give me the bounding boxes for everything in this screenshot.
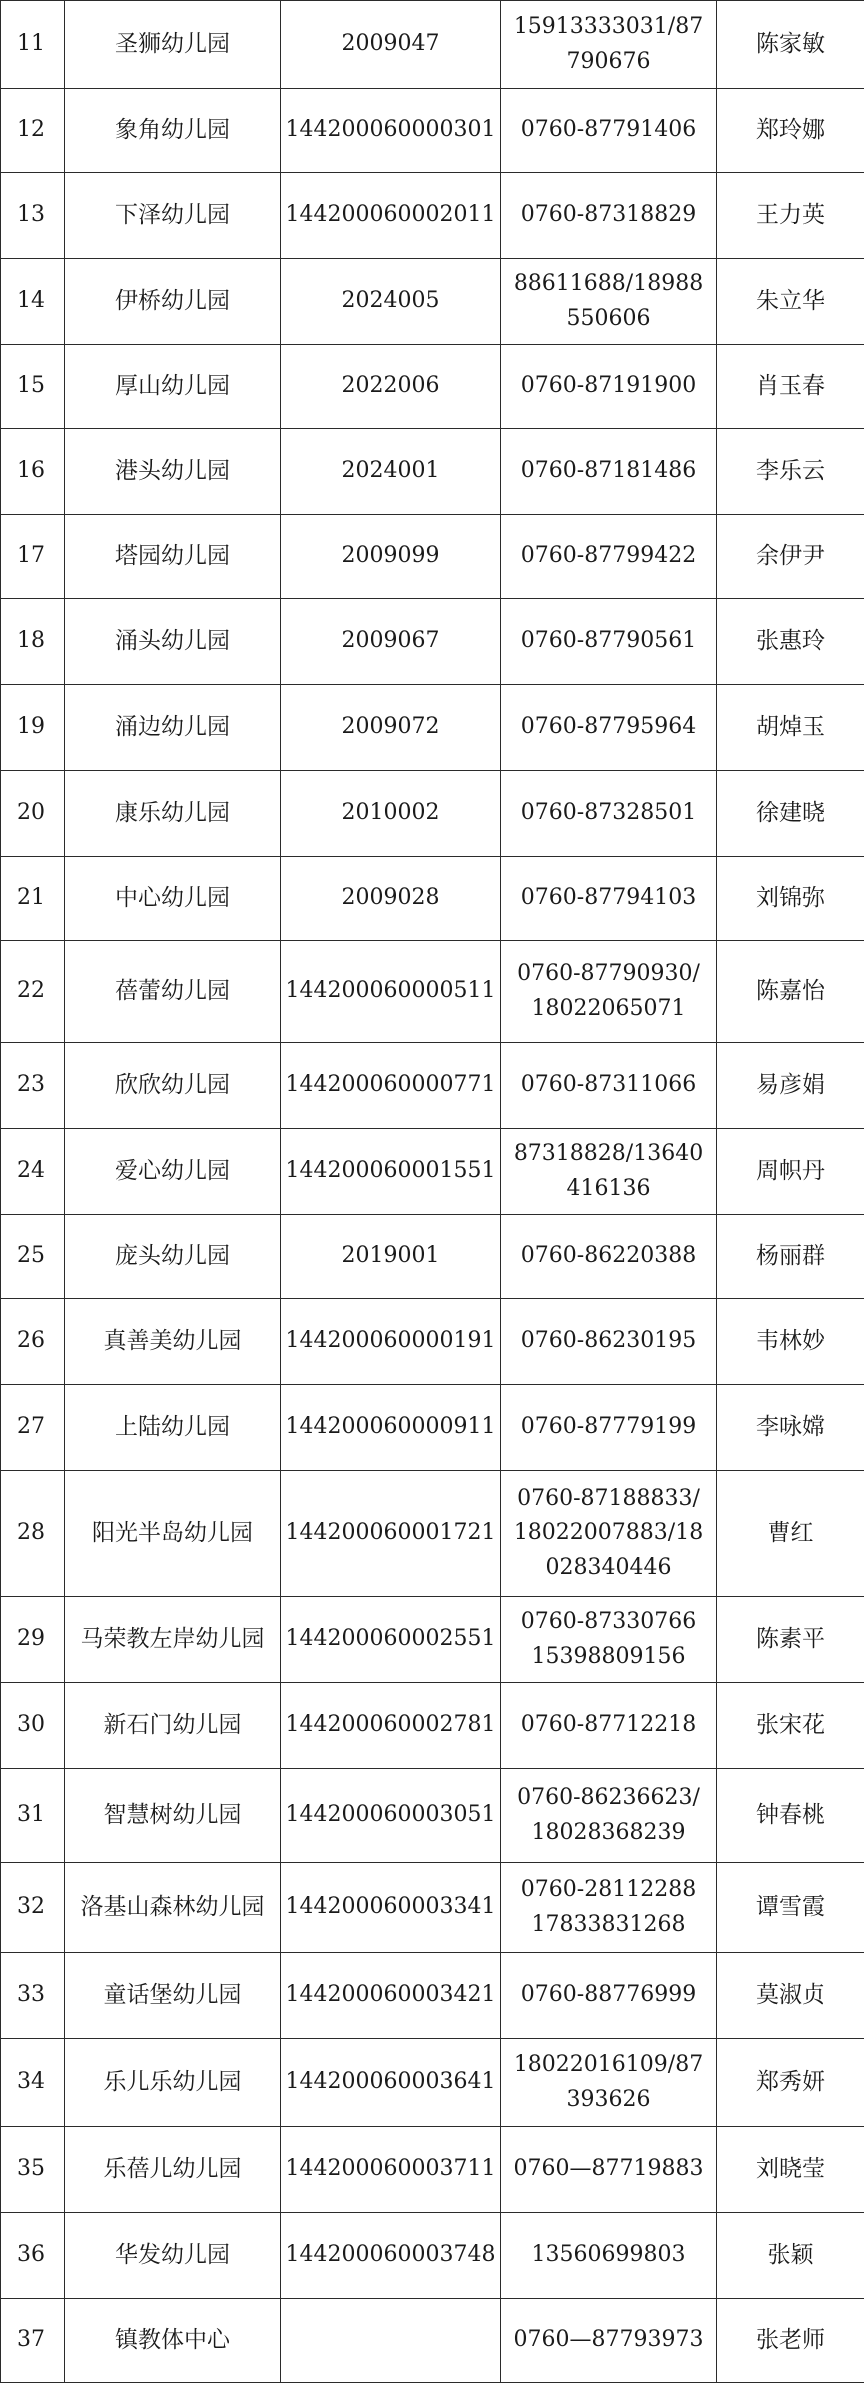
table-row	[1, 1863, 864, 1953]
registration-code-cell: 2009072	[281, 685, 501, 771]
registration-code-cell: 2009028	[281, 857, 501, 941]
contact-person-cell: 张颖	[717, 2213, 864, 2299]
row-number-cell: 17	[1, 515, 65, 599]
table-row	[1, 1471, 864, 1597]
contact-phone-cell: 0760-87799422	[501, 515, 717, 599]
row-number-cell: 28	[1, 1471, 65, 1597]
row-number-cell: 31	[1, 1769, 65, 1863]
table-row	[1, 1043, 864, 1129]
kindergarten-name-cell: 欣欣幼儿园	[65, 1043, 281, 1129]
contact-person-cell: 张老师	[717, 2299, 864, 2383]
contact-phone-cell: 0760-87790930/18022065071	[501, 941, 717, 1043]
registration-code-cell: 144200060001551	[281, 1129, 501, 1215]
table-row	[1, 2213, 864, 2299]
contact-person-cell: 张宋花	[717, 1683, 864, 1769]
row-number-cell: 21	[1, 857, 65, 941]
row-number-cell: 35	[1, 2127, 65, 2213]
kindergarten-name-cell: 涌边幼儿园	[65, 685, 281, 771]
kindergarten-name-cell: 爱心幼儿园	[65, 1129, 281, 1215]
contact-person-cell: 张惠玲	[717, 599, 864, 685]
contact-phone-cell: 0760-86220388	[501, 1215, 717, 1299]
contact-person-cell: 肖玉春	[717, 345, 864, 429]
kindergarten-name-cell: 华发幼儿园	[65, 2213, 281, 2299]
row-number-cell: 27	[1, 1385, 65, 1471]
contact-person-cell: 易彦娟	[717, 1043, 864, 1129]
registration-code-cell: 144200060000911	[281, 1385, 501, 1471]
contact-phone-cell: 0760-87191900	[501, 345, 717, 429]
contact-phone-cell: 0760-87330766 15398809156	[501, 1597, 717, 1683]
contact-phone-cell: 0760-87311066	[501, 1043, 717, 1129]
registration-code-cell: 144200060003341	[281, 1863, 501, 1953]
row-number-cell: 14	[1, 259, 65, 345]
kindergarten-name-cell: 真善美幼儿园	[65, 1299, 281, 1385]
row-number-cell: 18	[1, 599, 65, 685]
registration-code-cell: 2019001	[281, 1215, 501, 1299]
kindergarten-name-cell: 智慧树幼儿园	[65, 1769, 281, 1863]
kindergarten-name-cell: 康乐幼儿园	[65, 771, 281, 857]
contact-phone-cell: 13560699803	[501, 2213, 717, 2299]
registration-code-cell: 2009047	[281, 1, 501, 89]
contact-person-cell: 朱立华	[717, 259, 864, 345]
table-row	[1, 2127, 864, 2213]
row-number-cell: 25	[1, 1215, 65, 1299]
contact-person-cell: 钟春桃	[717, 1769, 864, 1863]
contact-phone-cell: 0760-87795964	[501, 685, 717, 771]
registration-code-cell: 144200060003421	[281, 1953, 501, 2039]
kindergarten-name-cell: 洛基山森林幼儿园	[65, 1863, 281, 1953]
row-number-cell: 22	[1, 941, 65, 1043]
registration-code-cell: 144200060002011	[281, 173, 501, 259]
table-row	[1, 1597, 864, 1683]
kindergarten-name-cell: 伊桥幼儿园	[65, 259, 281, 345]
registration-code-cell: 144200060000191	[281, 1299, 501, 1385]
table-row	[1, 771, 864, 857]
contact-phone-cell: 0760-87712218	[501, 1683, 717, 1769]
kindergarten-name-cell: 港头幼儿园	[65, 429, 281, 515]
row-number-cell: 20	[1, 771, 65, 857]
registration-code-cell: 2022006	[281, 345, 501, 429]
kindergarten-name-cell: 新石门幼儿园	[65, 1683, 281, 1769]
contact-person-cell: 刘锦弥	[717, 857, 864, 941]
table-row	[1, 1215, 864, 1299]
contact-person-cell: 杨丽群	[717, 1215, 864, 1299]
registration-code-cell	[281, 2299, 501, 2383]
registration-code-cell: 144200060000511	[281, 941, 501, 1043]
contact-person-cell: 陈嘉怡	[717, 941, 864, 1043]
registration-code-cell: 144200060003748	[281, 2213, 501, 2299]
kindergarten-name-cell: 乐儿乐幼儿园	[65, 2039, 281, 2127]
contact-person-cell: 王力英	[717, 173, 864, 259]
registration-code-cell: 144200060003711	[281, 2127, 501, 2213]
row-number-cell: 37	[1, 2299, 65, 2383]
kindergarten-name-cell: 童话堡幼儿园	[65, 1953, 281, 2039]
contact-phone-cell: 0760-87790561	[501, 599, 717, 685]
registration-code-cell: 144200060001721	[281, 1471, 501, 1597]
registration-code-cell: 144200060003641	[281, 2039, 501, 2127]
registration-code-cell: 2024001	[281, 429, 501, 515]
contact-phone-cell: 88611688/18988550606	[501, 259, 717, 345]
table-row	[1, 1385, 864, 1471]
contact-phone-cell: 0760-28112288 17833831268	[501, 1863, 717, 1953]
table-row	[1, 941, 864, 1043]
row-number-cell: 12	[1, 89, 65, 173]
registration-code-cell: 2009067	[281, 599, 501, 685]
kindergarten-name-cell: 阳光半岛幼儿园	[65, 1471, 281, 1597]
row-number-cell: 33	[1, 1953, 65, 2039]
kindergarten-name-cell: 蓓蕾幼儿园	[65, 941, 281, 1043]
table-row	[1, 1769, 864, 1863]
contact-phone-cell: 18022016109/87393626	[501, 2039, 717, 2127]
contact-person-cell: 刘晓莹	[717, 2127, 864, 2213]
contact-phone-cell: 0760-87188833/18022007883/18028340446	[501, 1471, 717, 1597]
row-number-cell: 13	[1, 173, 65, 259]
contact-phone-cell: 0760-87779199	[501, 1385, 717, 1471]
row-number-cell: 36	[1, 2213, 65, 2299]
kindergarten-name-cell: 下泽幼儿园	[65, 173, 281, 259]
contact-phone-cell: 0760-86230195	[501, 1299, 717, 1385]
kindergarten-name-cell: 象角幼儿园	[65, 89, 281, 173]
row-number-cell: 16	[1, 429, 65, 515]
table-row	[1, 1129, 864, 1215]
row-number-cell: 24	[1, 1129, 65, 1215]
contact-phone-cell: 0760-87318829	[501, 173, 717, 259]
kindergarten-name-cell: 涌头幼儿园	[65, 599, 281, 685]
contact-person-cell: 莫淑贞	[717, 1953, 864, 2039]
table-row	[1, 515, 864, 599]
contact-person-cell: 郑秀妍	[717, 2039, 864, 2127]
contact-person-cell: 郑玲娜	[717, 89, 864, 173]
table-row	[1, 857, 864, 941]
row-number-cell: 11	[1, 1, 65, 89]
kindergarten-name-cell: 乐蓓儿幼儿园	[65, 2127, 281, 2213]
kindergarten-name-cell: 镇教体中心	[65, 2299, 281, 2383]
registration-code-cell: 2009099	[281, 515, 501, 599]
row-number-cell: 32	[1, 1863, 65, 1953]
registration-code-cell: 144200060002551	[281, 1597, 501, 1683]
contact-person-cell: 韦林妙	[717, 1299, 864, 1385]
contact-person-cell: 李咏嫦	[717, 1385, 864, 1471]
table-row	[1, 345, 864, 429]
kindergarten-name-cell: 厚山幼儿园	[65, 345, 281, 429]
contact-person-cell: 李乐云	[717, 429, 864, 515]
contact-person-cell: 徐建晓	[717, 771, 864, 857]
contact-person-cell: 陈家敏	[717, 1, 864, 89]
contact-person-cell: 曹红	[717, 1471, 864, 1597]
contact-phone-cell: 0760-86236623/18028368239	[501, 1769, 717, 1863]
contact-person-cell: 胡焯玉	[717, 685, 864, 771]
row-number-cell: 19	[1, 685, 65, 771]
row-number-cell: 30	[1, 1683, 65, 1769]
kindergarten-name-cell: 马荣教左岸幼儿园	[65, 1597, 281, 1683]
contact-phone-cell: 0760—87793973	[501, 2299, 717, 2383]
table-row	[1, 89, 864, 173]
table-row	[1, 2299, 864, 2383]
table-row	[1, 2039, 864, 2127]
registration-code-cell: 2010002	[281, 771, 501, 857]
table-row	[1, 259, 864, 345]
table-row	[1, 429, 864, 515]
row-number-cell: 15	[1, 345, 65, 429]
contact-phone-cell: 0760-88776999	[501, 1953, 717, 2039]
registration-code-cell: 144200060003051	[281, 1769, 501, 1863]
kindergarten-name-cell: 塔园幼儿园	[65, 515, 281, 599]
registration-code-cell: 144200060000301	[281, 89, 501, 173]
registration-code-cell: 144200060000771	[281, 1043, 501, 1129]
kindergarten-name-cell: 圣狮幼儿园	[65, 1, 281, 89]
kindergarten-name-cell: 中心幼儿园	[65, 857, 281, 941]
table-body	[1, 1, 864, 2383]
contact-phone-cell: 0760—87719883	[501, 2127, 717, 2213]
contact-phone-cell: 0760-87791406	[501, 89, 717, 173]
contact-person-cell: 余伊尹	[717, 515, 864, 599]
row-number-cell: 34	[1, 2039, 65, 2127]
row-number-cell: 26	[1, 1299, 65, 1385]
table-row	[1, 599, 864, 685]
table-row	[1, 1, 864, 89]
contact-phone-cell: 87318828/13640416136	[501, 1129, 717, 1215]
table-row	[1, 1953, 864, 2039]
table-row	[1, 1683, 864, 1769]
contact-person-cell: 陈素平	[717, 1597, 864, 1683]
kindergarten-name-cell: 庞头幼儿园	[65, 1215, 281, 1299]
row-number-cell: 23	[1, 1043, 65, 1129]
contact-phone-cell: 0760-87328501	[501, 771, 717, 857]
row-number-cell: 29	[1, 1597, 65, 1683]
kindergarten-name-cell: 上陆幼儿园	[65, 1385, 281, 1471]
table-row	[1, 685, 864, 771]
registration-code-cell: 2024005	[281, 259, 501, 345]
contact-phone-cell: 0760-87181486	[501, 429, 717, 515]
contact-phone-cell: 0760-87794103	[501, 857, 717, 941]
registration-code-cell: 144200060002781	[281, 1683, 501, 1769]
table-row	[1, 173, 864, 259]
contact-person-cell: 周帜丹	[717, 1129, 864, 1215]
contact-phone-cell: 15913333031/87790676	[501, 1, 717, 89]
table-row	[1, 1299, 864, 1385]
contact-person-cell: 谭雪霞	[717, 1863, 864, 1953]
